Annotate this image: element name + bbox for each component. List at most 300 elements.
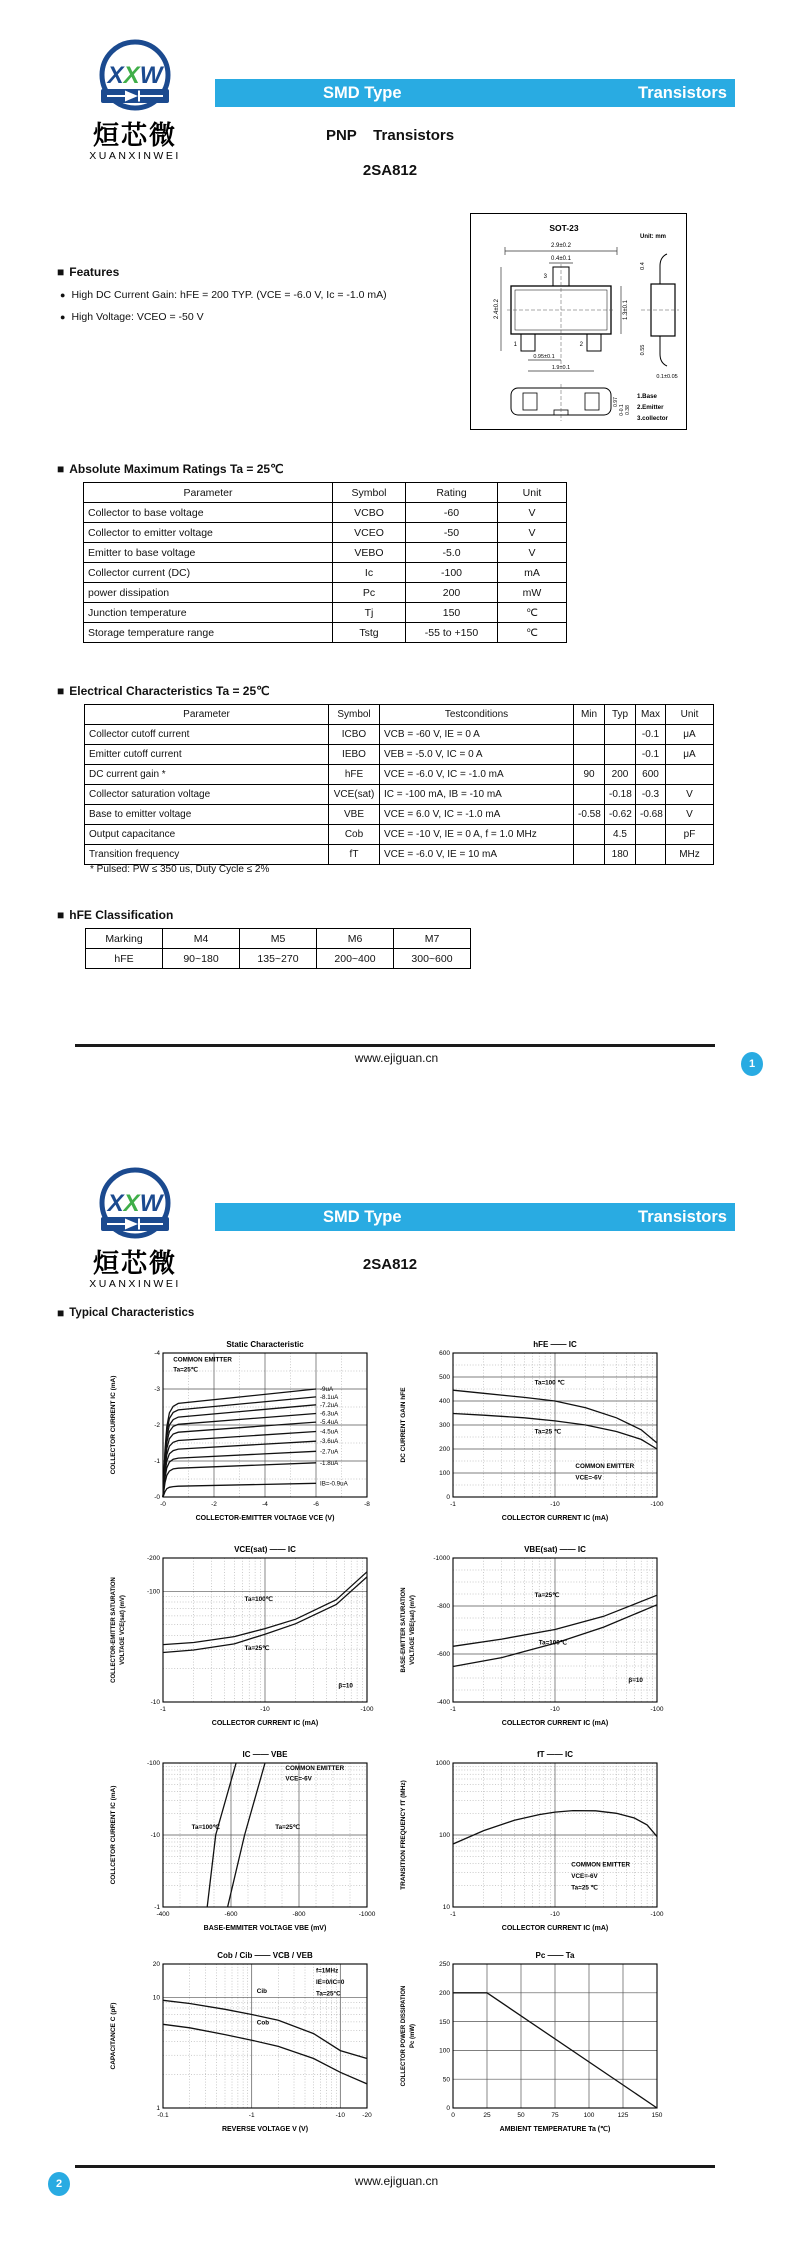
svg-text:0.4: 0.4 xyxy=(640,262,646,270)
table-cell xyxy=(574,785,605,805)
svg-text:-9uA: -9uA xyxy=(320,1386,334,1393)
svg-text:-3: -3 xyxy=(154,1386,160,1394)
svg-text:-100: -100 xyxy=(360,1706,374,1713)
table-row xyxy=(84,603,567,623)
table-cell: 300~600 xyxy=(394,949,471,969)
footer-url: www.ejiguan.cn xyxy=(354,2174,439,2188)
table-cell: -0.58 xyxy=(574,805,605,825)
table-cell: mW xyxy=(498,583,567,603)
table-cell: 135~270 xyxy=(240,949,317,969)
section-marker-icon: ■ xyxy=(57,684,65,698)
table-header-cell: Unit xyxy=(498,483,567,503)
svg-text:-1: -1 xyxy=(160,1706,166,1713)
table-cell: VCE = -6.0 V, IE = 10 mA xyxy=(380,845,574,865)
svg-text:Ta=25 ℃: Ta=25 ℃ xyxy=(534,1428,561,1436)
elec-footnote: * Pulsed: PW ≤ 350 us, Duty Cycle ≤ 2% xyxy=(90,864,270,875)
svg-text:2.Emitter: 2.Emitter xyxy=(637,404,664,411)
page-number-badge: 1 xyxy=(741,1052,763,1076)
table-row xyxy=(84,523,567,543)
svg-text:2: 2 xyxy=(579,342,583,348)
svg-text:2.9±0.2: 2.9±0.2 xyxy=(551,243,571,249)
chart-svg-ft-vs-ic xyxy=(395,1747,680,1952)
chart-vbesat-vs-ic xyxy=(395,1542,680,1747)
table-cell: V xyxy=(498,543,567,563)
table-header-cell: Max xyxy=(636,705,666,725)
table-cell: 90 xyxy=(574,765,605,785)
svg-text:Ta=25 ℃: Ta=25 ℃ xyxy=(571,1884,598,1892)
brand-name-en: XUANXINWEI xyxy=(89,150,181,162)
typical-characteristics-title: ■ Typical Characteristics xyxy=(57,1306,195,1320)
svg-text:IE=0/IC=0: IE=0/IC=0 xyxy=(316,1979,345,1987)
table-cell: Output capacitance xyxy=(85,825,329,845)
svg-text:Ta=100 ℃: Ta=100 ℃ xyxy=(534,1379,565,1387)
table-cell xyxy=(636,825,666,845)
footer-divider xyxy=(75,2165,715,2168)
svg-text:0: 0 xyxy=(446,1494,450,1502)
svg-text:-2: -2 xyxy=(154,1422,160,1430)
table-header-cell: Symbol xyxy=(329,705,380,725)
table-cell: -100 xyxy=(406,563,498,583)
table-cell: -0.62 xyxy=(605,805,636,825)
section-marker-icon: ■ xyxy=(57,908,65,922)
table-row xyxy=(84,503,567,523)
chart-svg-pc-vs-ta xyxy=(395,1948,680,2153)
table-cell: pF xyxy=(666,825,714,845)
table-cell xyxy=(574,825,605,845)
table-cell xyxy=(666,765,714,785)
svg-text:IB=-0.9uA: IB=-0.9uA xyxy=(320,1480,348,1488)
section-marker-icon: ■ xyxy=(57,265,65,279)
table-row xyxy=(85,745,714,765)
table-cell: IEBO xyxy=(329,745,380,765)
svg-text:VCE=-6V: VCE=-6V xyxy=(285,1775,312,1783)
banner-right-label: Transistors xyxy=(638,83,727,102)
table-row xyxy=(84,563,567,583)
svg-text:f=1MHz: f=1MHz xyxy=(316,1967,339,1975)
package-outline-drawing xyxy=(471,214,684,427)
svg-text:Pc —— Ta: Pc —— Ta xyxy=(535,1951,575,1960)
table-cell: Collector saturation voltage xyxy=(85,785,329,805)
chart-hfe-vs-ic xyxy=(395,1337,680,1542)
table-cell: M5 xyxy=(240,929,317,949)
table-cell: -0.1 xyxy=(636,745,666,765)
table-header-cell: Rating xyxy=(406,483,498,503)
svg-text:BASE-EMITTER SATURATION: BASE-EMITTER SATURATION xyxy=(401,1587,407,1673)
svg-text:VCE=-6V: VCE=-6V xyxy=(571,1873,598,1881)
svg-text:Ta=100℃: Ta=100℃ xyxy=(191,1824,220,1832)
table-cell: V xyxy=(666,785,714,805)
table-cell: V xyxy=(666,805,714,825)
table-cell: Tstg xyxy=(333,623,406,643)
table-row xyxy=(85,765,714,785)
svg-text:-8: -8 xyxy=(364,1501,370,1508)
banner-right-label: Transistors xyxy=(638,1207,727,1226)
table-header-cell: Parameter xyxy=(85,705,329,725)
table-cell: 200~400 xyxy=(317,949,394,969)
table-row xyxy=(85,845,714,865)
table-cell: M6 xyxy=(317,929,394,949)
table-cell: VCBO xyxy=(333,503,406,523)
bullet-icon: ● xyxy=(60,290,66,300)
table-cell: -0.1 xyxy=(636,725,666,745)
table-cell: Emitter to base voltage xyxy=(84,543,333,563)
table-cell: VCE = 6.0 V, IC = -1.0 mA xyxy=(380,805,574,825)
table-cell: ℃ xyxy=(498,603,567,623)
svg-text:-10: -10 xyxy=(550,1911,560,1918)
svg-text:-2.7uA: -2.7uA xyxy=(320,1448,339,1456)
table-cell: Collector cutoff current xyxy=(85,725,329,745)
svg-text:50: 50 xyxy=(442,2076,450,2084)
table-cell xyxy=(574,725,605,745)
svg-text:0: 0 xyxy=(446,2105,450,2113)
brand-logo-icon xyxy=(88,1166,182,1244)
table-cell: 600 xyxy=(636,765,666,785)
svg-text:50: 50 xyxy=(517,2112,525,2119)
brand-name-cn: 烜芯微 xyxy=(92,1248,177,1278)
table-cell: -55 to +150 xyxy=(406,623,498,643)
svg-text:0: 0 xyxy=(451,2112,455,2119)
section-marker-icon: ■ xyxy=(57,1306,65,1320)
table-cell: V xyxy=(498,503,567,523)
svg-text:-1: -1 xyxy=(154,1458,160,1466)
svg-text:VCE(sat) —— IC: VCE(sat) —— IC xyxy=(234,1545,296,1554)
svg-text:0.97: 0.97 xyxy=(613,397,619,407)
svg-text:Ta=25℃: Ta=25℃ xyxy=(534,1591,560,1599)
svg-text:1: 1 xyxy=(156,2105,160,2113)
svg-text:-4.5uA: -4.5uA xyxy=(320,1428,339,1436)
svg-text:-2: -2 xyxy=(211,1501,217,1508)
hfe-class-table xyxy=(85,928,471,969)
table-cell: IC = -100 mA, IB = -10 mA xyxy=(380,785,574,805)
section-marker-icon: ■ xyxy=(57,462,65,476)
svg-text:-10: -10 xyxy=(260,1706,270,1713)
svg-text:125: 125 xyxy=(617,2112,629,2119)
table-cell: 180 xyxy=(605,845,636,865)
svg-text:-1000: -1000 xyxy=(433,1555,450,1563)
chart-svg-vcesat-vs-ic xyxy=(105,1542,390,1747)
svg-text:-100: -100 xyxy=(146,1588,160,1596)
svg-text:COMMON EMITTER: COMMON EMITTER xyxy=(575,1463,635,1471)
chart-svg-static-characteristic xyxy=(105,1337,390,1542)
footer-url: www.ejiguan.cn xyxy=(354,1051,439,1065)
table-cell: VBE xyxy=(329,805,380,825)
svg-text:-100: -100 xyxy=(650,1911,664,1918)
svg-text:VBE(sat) —— IC: VBE(sat) —— IC xyxy=(524,1545,586,1554)
table-cell: VCB = -60 V, IE = 0 A xyxy=(380,725,574,745)
hfe-class-title: ■ hFE Classification xyxy=(57,908,174,922)
chart-pc-vs-ta xyxy=(395,1948,680,2153)
svg-text:-4: -4 xyxy=(262,1501,268,1508)
table-cell: Collector current (DC) xyxy=(84,563,333,583)
svg-text:-7.2uA: -7.2uA xyxy=(320,1401,339,1409)
table-row xyxy=(85,825,714,845)
table-row xyxy=(84,543,567,563)
svg-text:-0.1: -0.1 xyxy=(157,2112,169,2119)
feature-item: ● High DC Current Gain: hFE = 200 TYP. (VCE = -6.0 V, Ic = -1.0 mA) xyxy=(60,289,387,301)
brand-name-cn: 烜芯微 xyxy=(92,120,177,150)
table-cell: mA xyxy=(498,563,567,583)
svg-text:0.95±0.1: 0.95±0.1 xyxy=(533,354,555,360)
table-header-cell: Testconditions xyxy=(380,705,574,725)
chart-vcesat-vs-ic xyxy=(105,1542,390,1747)
svg-text:hFE —— IC: hFE —— IC xyxy=(533,1340,577,1349)
svg-text:fT —— IC: fT —— IC xyxy=(537,1750,573,1759)
svg-text:1.Base: 1.Base xyxy=(637,393,657,400)
table-cell: Collector to emitter voltage xyxy=(84,523,333,543)
part-number: 2SA812 xyxy=(362,1256,418,1273)
part-number: 2SA812 xyxy=(362,162,418,179)
svg-text:-4: -4 xyxy=(154,1350,160,1358)
chart-svg-ic-vs-vbe xyxy=(105,1747,390,1952)
table-cell: Tj xyxy=(333,603,406,623)
table-cell: Junction temperature xyxy=(84,603,333,623)
svg-text:0.38: 0.38 xyxy=(625,405,631,415)
svg-text:Ta=25°C: Ta=25°C xyxy=(316,1990,341,1998)
chart-ft-vs-ic xyxy=(395,1747,680,1952)
chart-capacitance-vs-voltage xyxy=(105,1948,390,2153)
table-header-cell: Parameter xyxy=(84,483,333,503)
svg-text:CAPACITANCE C (pF): CAPACITANCE C (pF) xyxy=(110,2002,117,2070)
svg-text:1000: 1000 xyxy=(435,1760,450,1768)
svg-text:-1.8uA: -1.8uA xyxy=(320,1459,339,1467)
table-row xyxy=(84,583,567,603)
svg-text:VCE=-6V: VCE=-6V xyxy=(575,1474,602,1482)
table-header-row xyxy=(85,705,714,725)
svg-text:1.9±0.1: 1.9±0.1 xyxy=(551,365,571,371)
svg-text:XXW: XXW xyxy=(107,1190,163,1217)
table-cell: 150 xyxy=(406,603,498,623)
table-cell: -5.0 xyxy=(406,543,498,563)
svg-text:-20: -20 xyxy=(362,2112,372,2119)
table-cell: V xyxy=(498,523,567,543)
svg-text:100: 100 xyxy=(439,1832,450,1840)
svg-text:300: 300 xyxy=(439,1422,450,1430)
table-cell: -0.3 xyxy=(636,785,666,805)
table-header-cell: Min xyxy=(574,705,605,725)
table-cell xyxy=(605,745,636,765)
svg-text:0.55: 0.55 xyxy=(640,344,646,356)
svg-text:-10: -10 xyxy=(150,1832,160,1840)
table-cell xyxy=(605,725,636,745)
svg-text:-0: -0 xyxy=(160,1501,166,1508)
table-cell: MHz xyxy=(666,845,714,865)
abs-max-table xyxy=(83,482,567,643)
svg-text:COMMON EMITTER: COMMON EMITTER xyxy=(285,1765,345,1773)
table-header-cell: Symbol xyxy=(333,483,406,503)
brand-name-en: XUANXINWEI xyxy=(89,1278,181,1290)
svg-text:-1: -1 xyxy=(450,1706,456,1713)
table-cell: Marking xyxy=(86,929,163,949)
table-header-cell: Typ xyxy=(605,705,636,725)
svg-text:-6: -6 xyxy=(313,1501,319,1508)
svg-text:-600: -600 xyxy=(224,1911,238,1918)
svg-text:COLLECTOR CURRENT IC (mA): COLLECTOR CURRENT IC (mA) xyxy=(110,1375,117,1475)
svg-text:100: 100 xyxy=(439,2047,450,2055)
svg-text:COLLCETOR CURRENT IC (mA): COLLCETOR CURRENT IC (mA) xyxy=(110,1785,117,1885)
svg-text:2.4±0.2: 2.4±0.2 xyxy=(494,299,500,319)
svg-text:Ta=100℃: Ta=100℃ xyxy=(244,1596,273,1604)
svg-text:COLLECTOR-EMITTER VOLTAGE VCE: COLLECTOR-EMITTER VOLTAGE VCE (V) xyxy=(195,1515,335,1522)
svg-text:25: 25 xyxy=(483,2112,491,2119)
svg-text:COLLECTOR POWER DISSIPATION: COLLECTOR POWER DISSIPATION xyxy=(401,1985,407,2087)
svg-text:DC CURRENT GAIN hFE: DC CURRENT GAIN hFE xyxy=(400,1387,407,1463)
table-cell: Transition frequency xyxy=(85,845,329,865)
banner-left-label: SMD Type xyxy=(323,1207,402,1226)
chart-svg-vbesat-vs-ic xyxy=(395,1542,680,1747)
svg-text:-1: -1 xyxy=(248,2112,255,2119)
table-cell: Collector to base voltage xyxy=(84,503,333,523)
svg-text:-10: -10 xyxy=(150,1699,160,1707)
svg-text:COLLECTOR CURRENT IC (mA): COLLECTOR CURRENT IC (mA) xyxy=(501,1515,609,1522)
svg-text:β=10: β=10 xyxy=(338,1682,353,1690)
table-cell: ℃ xyxy=(498,623,567,643)
table-cell: VCE(sat) xyxy=(329,785,380,805)
svg-text:150: 150 xyxy=(439,2018,450,2026)
header-banner xyxy=(215,79,735,107)
svg-text:250: 250 xyxy=(439,1961,450,1969)
svg-text:AMBIENT TEMPERATURE Ta (℃): AMBIENT TEMPERATURE Ta (℃) xyxy=(499,2126,611,2133)
table-cell: hFE xyxy=(86,949,163,969)
svg-text:200: 200 xyxy=(439,1990,450,1997)
table-cell: VCEO xyxy=(333,523,406,543)
table-cell: 90~180 xyxy=(163,949,240,969)
table-cell: μA xyxy=(666,745,714,765)
footer-divider xyxy=(75,1044,715,1047)
table-cell: power dissipation xyxy=(84,583,333,603)
svg-text:-5.4uA: -5.4uA xyxy=(320,1419,339,1427)
svg-text:Unit: mm: Unit: mm xyxy=(640,234,666,240)
svg-text:150: 150 xyxy=(651,2112,663,2119)
svg-text:Pc (mW): Pc (mW) xyxy=(410,2024,416,2048)
feature-item: ● High Voltage: VCEO = -50 V xyxy=(60,311,204,323)
table-cell xyxy=(574,745,605,765)
svg-text:100: 100 xyxy=(583,2112,595,2119)
table-row xyxy=(86,949,471,969)
svg-text:Ta=100℃: Ta=100℃ xyxy=(538,1639,567,1647)
table-cell: M4 xyxy=(163,929,240,949)
elec-title: ■ Electrical Characteristics Ta = 25℃ xyxy=(57,684,270,698)
table-row xyxy=(84,623,567,643)
svg-text:REVERSE VOLTAGE V (V): REVERSE VOLTAGE V (V) xyxy=(221,2126,309,2133)
svg-text:-0: -0 xyxy=(154,1494,160,1502)
svg-text:β=10: β=10 xyxy=(628,1676,643,1684)
header-banner xyxy=(215,1203,735,1231)
table-cell: Storage temperature range xyxy=(84,623,333,643)
table-cell: ICBO xyxy=(329,725,380,745)
table-cell: Pc xyxy=(333,583,406,603)
svg-text:COMMON EMITTER: COMMON EMITTER xyxy=(571,1861,631,1869)
table-cell: 200 xyxy=(605,765,636,785)
svg-text:COLLECTOR CURRENT IC (mA): COLLECTOR CURRENT IC (mA) xyxy=(211,1720,319,1727)
svg-text:1: 1 xyxy=(513,342,517,348)
svg-text:Cib: Cib xyxy=(256,1987,267,1995)
svg-text:COLLECTOR CURRENT IC (mA): COLLECTOR CURRENT IC (mA) xyxy=(501,1720,609,1727)
table-cell xyxy=(636,845,666,865)
svg-text:100: 100 xyxy=(439,1470,450,1478)
table-cell: VEB = -5.0 V, IC = 0 A xyxy=(380,745,574,765)
bullet-icon: ● xyxy=(60,312,66,322)
chart-static-characteristic xyxy=(105,1337,390,1542)
svg-text:200: 200 xyxy=(439,1446,450,1454)
table-cell: 4.5 xyxy=(605,825,636,845)
table-cell: Ic xyxy=(333,563,406,583)
svg-text:-10: -10 xyxy=(550,1501,560,1508)
svg-text:Ta=25℃: Ta=25℃ xyxy=(244,1645,270,1653)
svg-text:-100: -100 xyxy=(650,1706,664,1713)
brand-logo-icon xyxy=(88,38,182,116)
svg-text:-100: -100 xyxy=(650,1501,664,1508)
svg-text:-3.6uA: -3.6uA xyxy=(320,1438,339,1446)
svg-text:-8.1uA: -8.1uA xyxy=(320,1393,339,1401)
svg-text:Static Characteristic: Static Characteristic xyxy=(226,1340,304,1349)
svg-text:-1: -1 xyxy=(154,1904,160,1912)
svg-text:0.1±0.05: 0.1±0.05 xyxy=(656,374,678,380)
table-cell: 200 xyxy=(406,583,498,603)
banner-left-label: SMD Type xyxy=(323,83,402,102)
table-cell: hFE xyxy=(329,765,380,785)
svg-text:IC —— VBE: IC —— VBE xyxy=(242,1750,288,1759)
chart-ic-vs-vbe xyxy=(105,1747,390,1952)
svg-text:3: 3 xyxy=(543,274,547,280)
table-cell: Base to emitter voltage xyxy=(85,805,329,825)
svg-text:-1: -1 xyxy=(450,1911,456,1918)
features-title: ■ Features xyxy=(57,265,120,279)
table-cell: fT xyxy=(329,845,380,865)
table-row xyxy=(85,785,714,805)
svg-text:-400: -400 xyxy=(156,1911,170,1918)
svg-text:-400: -400 xyxy=(436,1699,450,1707)
svg-text:-6.3uA: -6.3uA xyxy=(320,1410,339,1418)
svg-text:-600: -600 xyxy=(436,1651,450,1659)
table-cell: -0.18 xyxy=(605,785,636,805)
abs-max-title: ■ Absolute Maximum Ratings Ta = 25℃ xyxy=(57,462,284,476)
table-cell: VCE = -10 V, IE = 0 A, f = 1.0 MHz xyxy=(380,825,574,845)
svg-text:600: 600 xyxy=(439,1350,450,1358)
svg-text:-100: -100 xyxy=(146,1760,160,1768)
svg-text:0-0.1: 0-0.1 xyxy=(619,404,625,416)
table-row xyxy=(86,929,471,949)
svg-text:10: 10 xyxy=(152,1994,160,2002)
elec-table xyxy=(84,704,714,865)
svg-text:VOLTAGE VCE(sat) (mV): VOLTAGE VCE(sat) (mV) xyxy=(120,1595,126,1665)
table-cell: μA xyxy=(666,725,714,745)
svg-text:VOLTAGE VBE(sat) (mV): VOLTAGE VBE(sat) (mV) xyxy=(410,1595,416,1665)
svg-text:XXW: XXW xyxy=(107,62,163,89)
svg-text:Ta=25℃: Ta=25℃ xyxy=(275,1824,300,1832)
svg-text:-1000: -1000 xyxy=(358,1911,376,1918)
svg-text:75: 75 xyxy=(551,2112,559,2119)
svg-text:10: 10 xyxy=(442,1904,450,1912)
table-cell xyxy=(574,845,605,865)
svg-text:BASE-EMMITER VOLTAGE VBE (mV: BASE-EMMITER VOLTAGE VBE (mV) xyxy=(203,1925,327,1932)
device-type-title: PNP Transistors xyxy=(325,127,455,144)
svg-text:-200: -200 xyxy=(146,1555,160,1563)
chart-svg-capacitance-vs-reverse-voltage xyxy=(105,1948,390,2153)
table-cell: VEBO xyxy=(333,543,406,563)
table-cell: -0.68 xyxy=(636,805,666,825)
table-cell: VCE = -6.0 V, IC = -1.0 mA xyxy=(380,765,574,785)
svg-text:20: 20 xyxy=(152,1961,160,1969)
svg-text:500: 500 xyxy=(439,1374,450,1382)
svg-text:TRANSITION FREQUENCY fT (MHz: TRANSITION FREQUENCY fT (MHz) xyxy=(400,1780,407,1890)
table-row xyxy=(85,725,714,745)
page-number-badge: 2 xyxy=(48,2172,70,2196)
table-cell: DC current gain * xyxy=(85,765,329,785)
svg-text:3.collector: 3.collector xyxy=(637,415,668,422)
svg-text:-10: -10 xyxy=(550,1706,560,1713)
svg-text:-800: -800 xyxy=(436,1603,450,1611)
package-outline-box xyxy=(470,213,687,430)
